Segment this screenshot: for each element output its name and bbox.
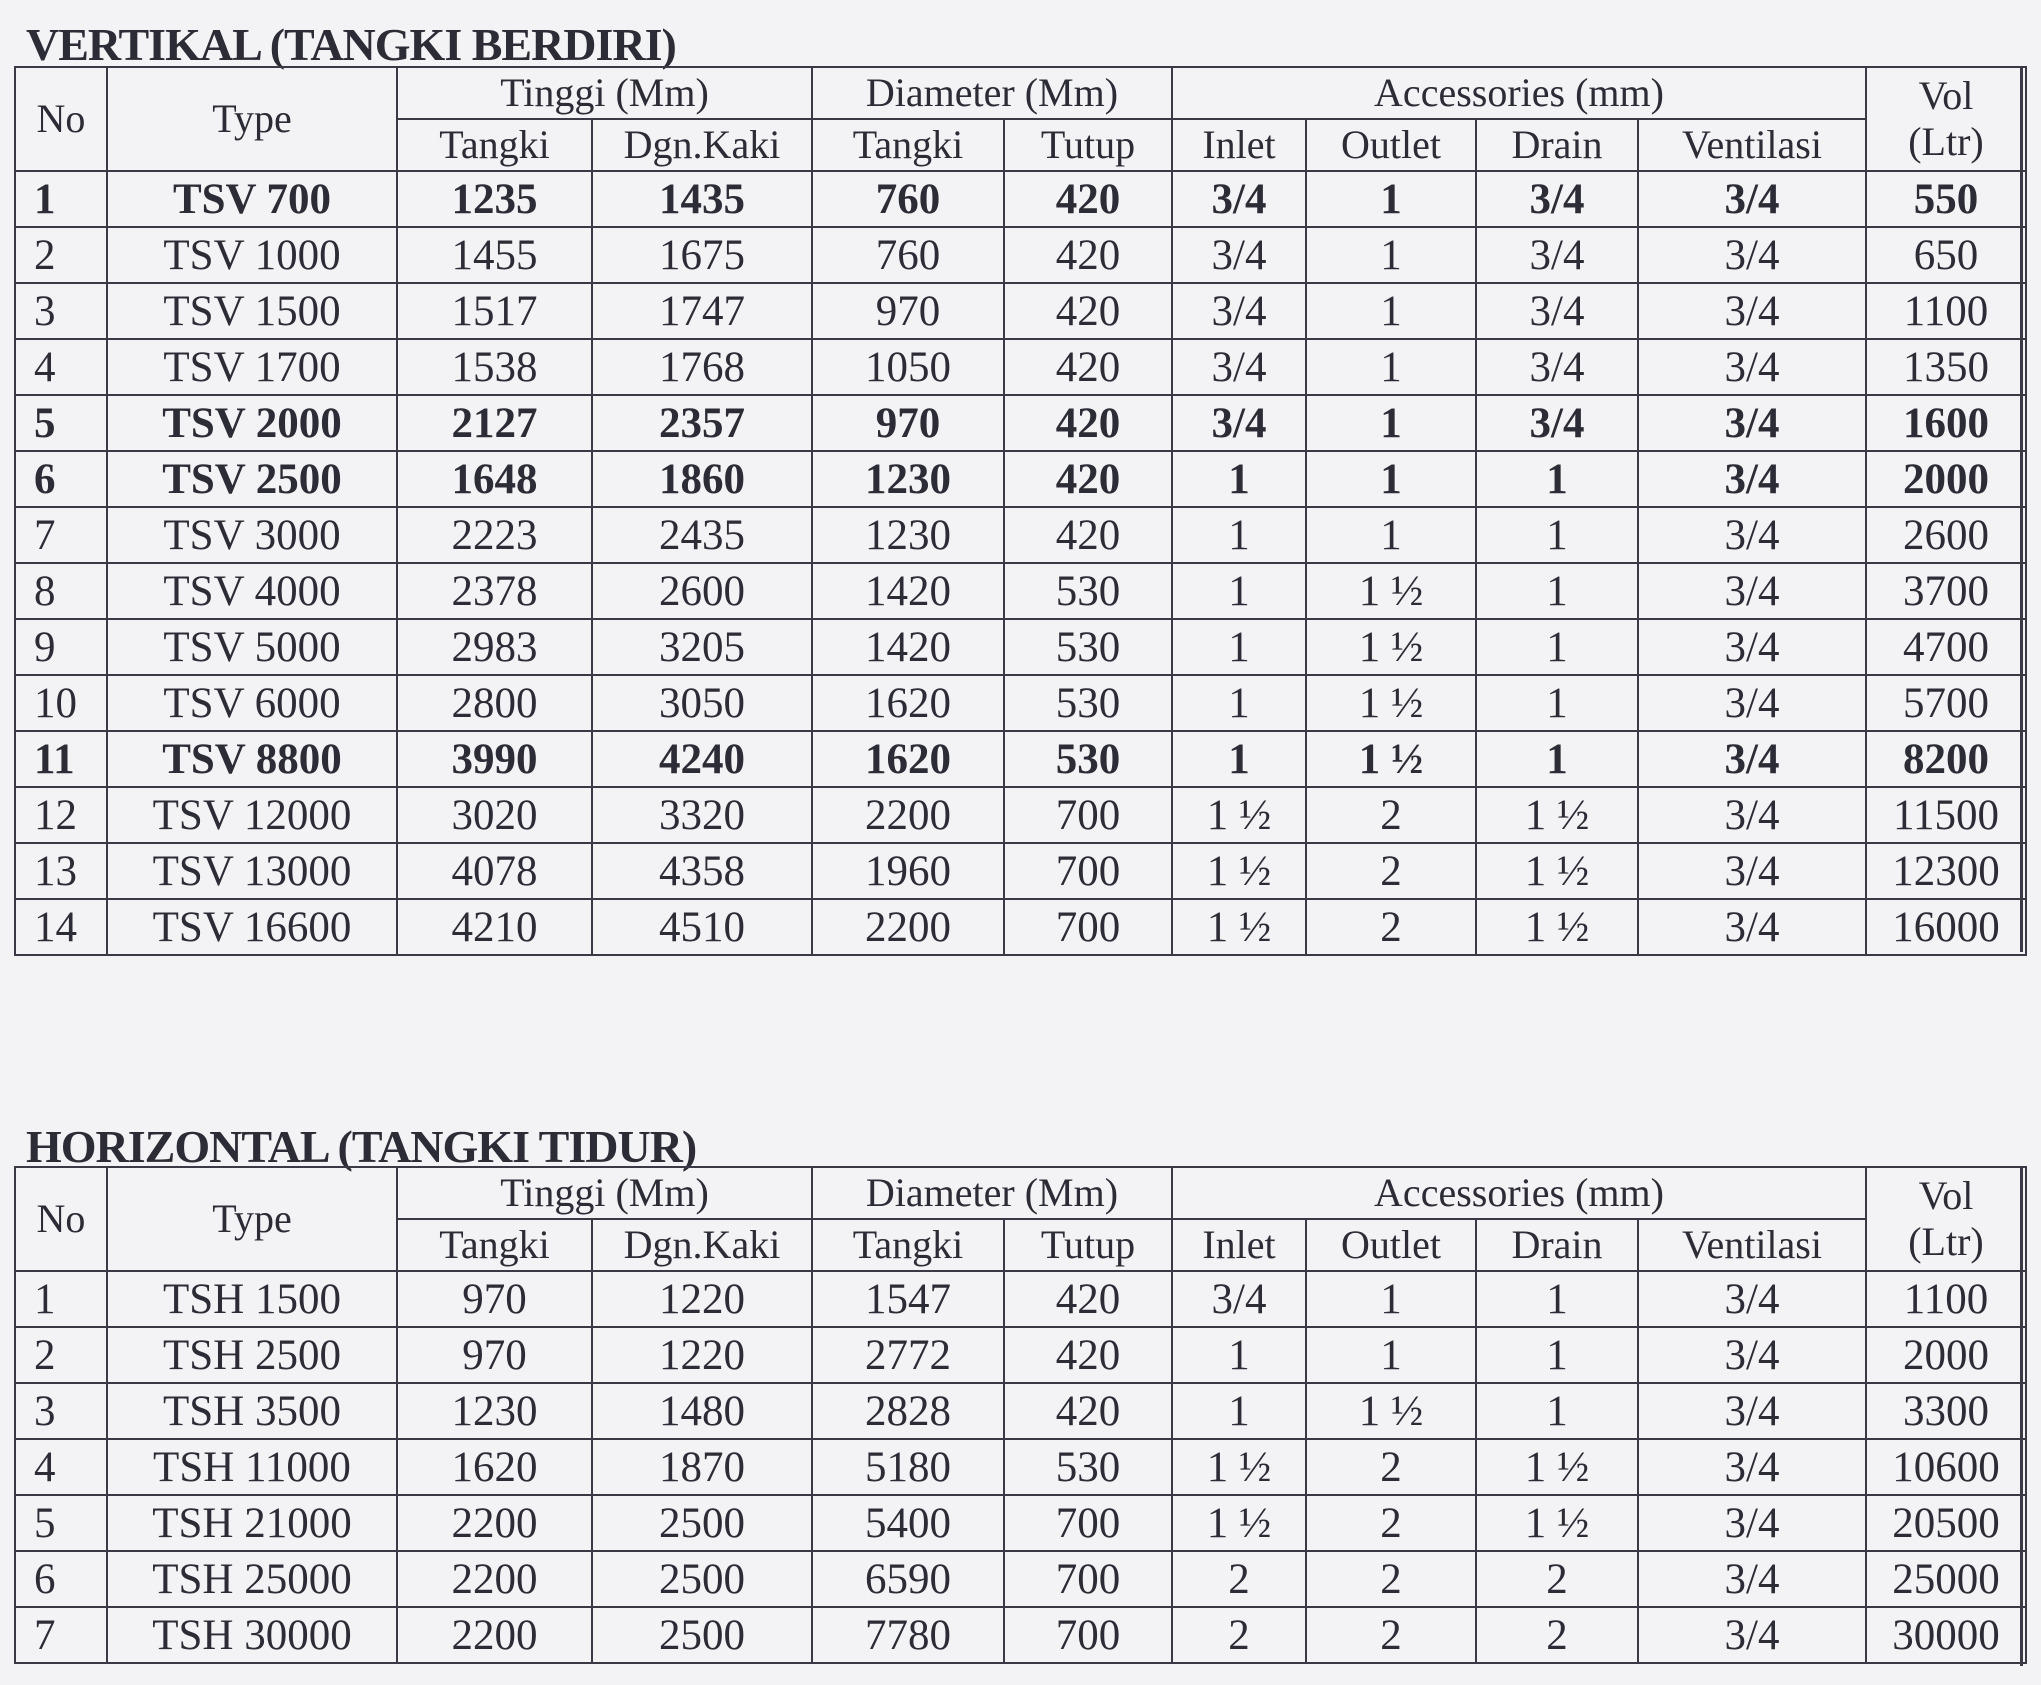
table-row <box>15 1327 2026 1383</box>
table-row <box>15 787 2026 843</box>
cell-diameter-tangki: 1050 <box>812 339 1004 395</box>
header-accessories: Accessories (mm) <box>1172 67 1866 119</box>
cell-diameter-tangki: 5180 <box>812 1439 1004 1495</box>
cell-tinggi-dgn-kaki: 1435 <box>592 171 812 227</box>
cell-no: 11 <box>15 731 107 787</box>
cell-ventilasi: 3/4 <box>1638 899 1866 955</box>
header-diameter: Diameter (Mm) <box>812 67 1172 119</box>
right-edge-divider <box>2020 66 2023 952</box>
cell-diameter-tutup: 420 <box>1004 1327 1172 1383</box>
cell-ventilasi: 3/4 <box>1638 339 1866 395</box>
cell-tinggi-tangki: 2223 <box>397 507 592 563</box>
cell-outlet: 2 <box>1306 1551 1476 1607</box>
cell-tinggi-dgn-kaki: 1480 <box>592 1383 812 1439</box>
cell-outlet: 1 <box>1306 1271 1476 1327</box>
header-tinggi-tangki: Tangki <box>397 119 592 171</box>
cell-type: TSV 3000 <box>107 507 397 563</box>
cell-diameter-tutup: 420 <box>1004 507 1172 563</box>
cell-outlet: 1 ½ <box>1306 675 1476 731</box>
cell-diameter-tutup: 530 <box>1004 731 1172 787</box>
table-row <box>15 227 2026 283</box>
cell-tinggi-dgn-kaki: 4510 <box>592 899 812 955</box>
cell-drain: 1 ½ <box>1476 787 1638 843</box>
cell-inlet: 1 ½ <box>1172 787 1306 843</box>
cell-type: TSV 700 <box>107 171 397 227</box>
cell-drain: 1 ½ <box>1476 899 1638 955</box>
cell-diameter-tutup: 700 <box>1004 787 1172 843</box>
header-vol-line1: Vol <box>1918 1173 1974 1218</box>
cell-tinggi-tangki: 1620 <box>397 1439 592 1495</box>
cell-no: 7 <box>15 507 107 563</box>
table-row <box>15 171 2026 227</box>
cell-ventilasi: 3/4 <box>1638 1439 1866 1495</box>
cell-drain: 1 <box>1476 563 1638 619</box>
table-row <box>15 1551 2026 1607</box>
cell-ventilasi: 3/4 <box>1638 1607 1866 1663</box>
cell-inlet: 1 <box>1172 619 1306 675</box>
table-row <box>15 843 2026 899</box>
cell-diameter-tutup: 700 <box>1004 843 1172 899</box>
vertical-tank-table <box>14 66 2027 956</box>
cell-drain: 1 <box>1476 1383 1638 1439</box>
table-row <box>15 1607 2026 1663</box>
cell-diameter-tutup: 530 <box>1004 563 1172 619</box>
cell-diameter-tutup: 420 <box>1004 283 1172 339</box>
table-row <box>15 731 2026 787</box>
cell-tinggi-tangki: 2127 <box>397 395 592 451</box>
header-tinggi: Tinggi (Mm) <box>397 67 812 119</box>
cell-diameter-tangki: 970 <box>812 395 1004 451</box>
table-row <box>15 339 2026 395</box>
cell-tinggi-tangki: 1235 <box>397 171 592 227</box>
cell-diameter-tutup: 530 <box>1004 1439 1172 1495</box>
header-vol-line2: (Ltr) <box>1908 119 1984 164</box>
cell-diameter-tutup: 700 <box>1004 1495 1172 1551</box>
cell-no: 13 <box>15 843 107 899</box>
vertical-table-body <box>15 171 2026 955</box>
cell-vol: 16000 <box>1866 899 2026 955</box>
cell-type: TSV 1700 <box>107 339 397 395</box>
cell-drain: 1 <box>1476 507 1638 563</box>
cell-outlet: 1 ½ <box>1306 619 1476 675</box>
header-tinggi-tangki: Tangki <box>397 1219 592 1271</box>
cell-tinggi-tangki: 1455 <box>397 227 592 283</box>
cell-outlet: 1 ½ <box>1306 563 1476 619</box>
cell-diameter-tangki: 760 <box>812 227 1004 283</box>
cell-type: TSV 2000 <box>107 395 397 451</box>
cell-type: TSV 1000 <box>107 227 397 283</box>
header-inlet: Inlet <box>1172 119 1306 171</box>
cell-outlet: 2 <box>1306 1607 1476 1663</box>
cell-inlet: 2 <box>1172 1551 1306 1607</box>
cell-drain: 1 <box>1476 731 1638 787</box>
header-no: No <box>15 67 107 171</box>
cell-vol: 2000 <box>1866 451 2026 507</box>
cell-no: 5 <box>15 1495 107 1551</box>
cell-inlet: 2 <box>1172 1607 1306 1663</box>
cell-ventilasi: 3/4 <box>1638 395 1866 451</box>
cell-vol: 650 <box>1866 227 2026 283</box>
cell-outlet: 2 <box>1306 899 1476 955</box>
cell-inlet: 1 ½ <box>1172 1439 1306 1495</box>
cell-no: 4 <box>15 1439 107 1495</box>
cell-outlet: 1 ½ <box>1306 731 1476 787</box>
cell-tinggi-dgn-kaki: 1675 <box>592 227 812 283</box>
cell-diameter-tutup: 700 <box>1004 1551 1172 1607</box>
cell-tinggi-tangki: 970 <box>397 1327 592 1383</box>
cell-diameter-tutup: 700 <box>1004 1607 1172 1663</box>
cell-no: 5 <box>15 395 107 451</box>
cell-tinggi-dgn-kaki: 1220 <box>592 1327 812 1383</box>
cell-no: 1 <box>15 171 107 227</box>
cell-drain: 1 ½ <box>1476 843 1638 899</box>
cell-drain: 3/4 <box>1476 227 1638 283</box>
table-row <box>15 451 2026 507</box>
cell-tinggi-dgn-kaki: 2500 <box>592 1551 812 1607</box>
table-row <box>15 507 2026 563</box>
cell-outlet: 1 <box>1306 171 1476 227</box>
cell-diameter-tangki: 1420 <box>812 563 1004 619</box>
cell-no: 8 <box>15 563 107 619</box>
cell-type: TSV 2500 <box>107 451 397 507</box>
cell-tinggi-dgn-kaki: 4358 <box>592 843 812 899</box>
cell-tinggi-tangki: 4078 <box>397 843 592 899</box>
cell-ventilasi: 3/4 <box>1638 675 1866 731</box>
cell-diameter-tangki: 1230 <box>812 507 1004 563</box>
cell-tinggi-dgn-kaki: 4240 <box>592 731 812 787</box>
header-type: Type <box>107 67 397 171</box>
cell-diameter-tangki: 2772 <box>812 1327 1004 1383</box>
cell-type: TSV 8800 <box>107 731 397 787</box>
cell-vol: 20500 <box>1866 1495 2026 1551</box>
header-tutup: Tutup <box>1004 1219 1172 1271</box>
cell-diameter-tangki: 7780 <box>812 1607 1004 1663</box>
header-inlet: Inlet <box>1172 1219 1306 1271</box>
cell-vol: 1100 <box>1866 283 2026 339</box>
cell-drain: 1 ½ <box>1476 1439 1638 1495</box>
cell-type: TSH 25000 <box>107 1551 397 1607</box>
table-row <box>15 619 2026 675</box>
cell-type: TSV 12000 <box>107 787 397 843</box>
cell-tinggi-tangki: 970 <box>397 1271 592 1327</box>
cell-ventilasi: 3/4 <box>1638 451 1866 507</box>
cell-vol: 8200 <box>1866 731 2026 787</box>
cell-vol: 11500 <box>1866 787 2026 843</box>
cell-type: TSV 6000 <box>107 675 397 731</box>
cell-outlet: 2 <box>1306 843 1476 899</box>
cell-ventilasi: 3/4 <box>1638 507 1866 563</box>
horizontal-section-title: HORIZONTAL (TANGKI TIDUR) <box>26 1121 697 1172</box>
cell-vol: 12300 <box>1866 843 2026 899</box>
cell-tinggi-tangki: 2200 <box>397 1551 592 1607</box>
header-ventilasi: Ventilasi <box>1638 119 1866 171</box>
cell-outlet: 1 <box>1306 507 1476 563</box>
cell-inlet: 1 <box>1172 451 1306 507</box>
cell-vol: 1100 <box>1866 1271 2026 1327</box>
cell-diameter-tangki: 1230 <box>812 451 1004 507</box>
cell-ventilasi: 3/4 <box>1638 1383 1866 1439</box>
cell-vol: 3300 <box>1866 1383 2026 1439</box>
header-drain: Drain <box>1476 119 1638 171</box>
header-vol-line1: Vol <box>1918 73 1974 118</box>
cell-type: TSH 2500 <box>107 1327 397 1383</box>
cell-ventilasi: 3/4 <box>1638 171 1866 227</box>
cell-vol: 2600 <box>1866 507 2026 563</box>
cell-diameter-tutup: 420 <box>1004 227 1172 283</box>
cell-tinggi-dgn-kaki: 1870 <box>592 1439 812 1495</box>
cell-diameter-tutup: 530 <box>1004 619 1172 675</box>
cell-drain: 1 <box>1476 675 1638 731</box>
cell-tinggi-tangki: 3990 <box>397 731 592 787</box>
cell-diameter-tangki: 1547 <box>812 1271 1004 1327</box>
header-type: Type <box>107 1167 397 1271</box>
horizontal-tank-table <box>14 1166 2027 1664</box>
cell-diameter-tutup: 420 <box>1004 339 1172 395</box>
header-tinggi: Tinggi (Mm) <box>397 1167 812 1219</box>
cell-vol: 25000 <box>1866 1551 2026 1607</box>
cell-tinggi-dgn-kaki: 3205 <box>592 619 812 675</box>
cell-diameter-tutup: 530 <box>1004 675 1172 731</box>
cell-inlet: 3/4 <box>1172 227 1306 283</box>
cell-outlet: 2 <box>1306 1439 1476 1495</box>
cell-inlet: 1 <box>1172 507 1306 563</box>
header-no: No <box>15 1167 107 1271</box>
cell-type: TSV 16600 <box>107 899 397 955</box>
cell-type: TSV 13000 <box>107 843 397 899</box>
cell-diameter-tangki: 1960 <box>812 843 1004 899</box>
cell-drain: 2 <box>1476 1607 1638 1663</box>
cell-vol: 3700 <box>1866 563 2026 619</box>
cell-outlet: 2 <box>1306 1495 1476 1551</box>
cell-tinggi-tangki: 2378 <box>397 563 592 619</box>
table-row <box>15 395 2026 451</box>
header-vol-line2: (Ltr) <box>1908 1219 1984 1264</box>
cell-type: TSV 5000 <box>107 619 397 675</box>
cell-tinggi-tangki: 2200 <box>397 1495 592 1551</box>
cell-outlet: 1 <box>1306 1327 1476 1383</box>
cell-vol: 4700 <box>1866 619 2026 675</box>
cell-vol: 1600 <box>1866 395 2026 451</box>
table-row <box>15 1271 2026 1327</box>
header-vol <box>1866 67 2026 171</box>
cell-diameter-tangki: 2200 <box>812 899 1004 955</box>
cell-outlet: 1 <box>1306 395 1476 451</box>
cell-inlet: 3/4 <box>1172 1271 1306 1327</box>
cell-ventilasi: 3/4 <box>1638 283 1866 339</box>
cell-inlet: 1 ½ <box>1172 899 1306 955</box>
header-dgn-kaki: Dgn.Kaki <box>592 1219 812 1271</box>
cell-diameter-tutup: 420 <box>1004 171 1172 227</box>
cell-diameter-tangki: 1620 <box>812 675 1004 731</box>
cell-type: TSH 1500 <box>107 1271 397 1327</box>
cell-diameter-tutup: 420 <box>1004 1383 1172 1439</box>
table-row <box>15 283 2026 339</box>
cell-tinggi-tangki: 3020 <box>397 787 592 843</box>
table-row <box>15 1439 2026 1495</box>
cell-tinggi-dgn-kaki: 2435 <box>592 507 812 563</box>
header-accessories: Accessories (mm) <box>1172 1167 1866 1219</box>
header-dgn-kaki: Dgn.Kaki <box>592 119 812 171</box>
cell-ventilasi: 3/4 <box>1638 731 1866 787</box>
cell-diameter-tangki: 1420 <box>812 619 1004 675</box>
cell-inlet: 1 <box>1172 563 1306 619</box>
cell-ventilasi: 3/4 <box>1638 619 1866 675</box>
cell-tinggi-tangki: 2800 <box>397 675 592 731</box>
cell-no: 10 <box>15 675 107 731</box>
cell-drain: 1 ½ <box>1476 1495 1638 1551</box>
cell-diameter-tutup: 420 <box>1004 451 1172 507</box>
cell-diameter-tangki: 2200 <box>812 787 1004 843</box>
cell-tinggi-dgn-kaki: 3320 <box>592 787 812 843</box>
cell-tinggi-dgn-kaki: 2500 <box>592 1607 812 1663</box>
cell-type: TSH 30000 <box>107 1607 397 1663</box>
cell-type: TSH 3500 <box>107 1383 397 1439</box>
cell-no: 14 <box>15 899 107 955</box>
cell-outlet: 1 <box>1306 283 1476 339</box>
cell-drain: 1 <box>1476 1271 1638 1327</box>
cell-diameter-tutup: 700 <box>1004 899 1172 955</box>
cell-no: 3 <box>15 1383 107 1439</box>
cell-tinggi-dgn-kaki: 1860 <box>592 451 812 507</box>
header-diameter-tangki: Tangki <box>812 1219 1004 1271</box>
cell-no: 6 <box>15 1551 107 1607</box>
cell-tinggi-dgn-kaki: 2500 <box>592 1495 812 1551</box>
cell-no: 3 <box>15 283 107 339</box>
cell-ventilasi: 3/4 <box>1638 563 1866 619</box>
cell-inlet: 3/4 <box>1172 171 1306 227</box>
cell-diameter-tangki: 6590 <box>812 1551 1004 1607</box>
vertical-section-title: VERTIKAL (TANGKI BERDIRI) <box>26 19 676 70</box>
cell-tinggi-dgn-kaki: 1768 <box>592 339 812 395</box>
table-row <box>15 1383 2026 1439</box>
cell-tinggi-tangki: 4210 <box>397 899 592 955</box>
cell-vol: 30000 <box>1866 1607 2026 1663</box>
cell-outlet: 2 <box>1306 787 1476 843</box>
table-row <box>15 675 2026 731</box>
cell-tinggi-dgn-kaki: 3050 <box>592 675 812 731</box>
cell-inlet: 1 <box>1172 675 1306 731</box>
header-drain: Drain <box>1476 1219 1638 1271</box>
header-ventilasi: Ventilasi <box>1638 1219 1866 1271</box>
cell-outlet: 1 <box>1306 339 1476 395</box>
cell-inlet: 1 <box>1172 731 1306 787</box>
cell-ventilasi: 3/4 <box>1638 843 1866 899</box>
cell-drain: 1 <box>1476 451 1638 507</box>
cell-no: 4 <box>15 339 107 395</box>
cell-diameter-tangki: 5400 <box>812 1495 1004 1551</box>
cell-diameter-tangki: 1620 <box>812 731 1004 787</box>
cell-outlet: 1 <box>1306 451 1476 507</box>
header-tutup: Tutup <box>1004 119 1172 171</box>
cell-drain: 1 <box>1476 619 1638 675</box>
cell-type: TSV 1500 <box>107 283 397 339</box>
cell-type: TSH 11000 <box>107 1439 397 1495</box>
cell-vol: 5700 <box>1866 675 2026 731</box>
cell-drain: 3/4 <box>1476 171 1638 227</box>
cell-no: 1 <box>15 1271 107 1327</box>
cell-inlet: 1 ½ <box>1172 1495 1306 1551</box>
cell-diameter-tutup: 420 <box>1004 395 1172 451</box>
cell-drain: 1 <box>1476 1327 1638 1383</box>
cell-outlet: 1 ½ <box>1306 1383 1476 1439</box>
cell-no: 7 <box>15 1607 107 1663</box>
cell-inlet: 1 <box>1172 1327 1306 1383</box>
cell-ventilasi: 3/4 <box>1638 787 1866 843</box>
cell-no: 9 <box>15 619 107 675</box>
cell-inlet: 1 <box>1172 1383 1306 1439</box>
cell-drain: 3/4 <box>1476 395 1638 451</box>
cell-tinggi-dgn-kaki: 1220 <box>592 1271 812 1327</box>
cell-vol: 10600 <box>1866 1439 2026 1495</box>
header-outlet: Outlet <box>1306 119 1476 171</box>
cell-drain: 3/4 <box>1476 283 1638 339</box>
cell-tinggi-tangki: 2983 <box>397 619 592 675</box>
cell-inlet: 3/4 <box>1172 339 1306 395</box>
cell-tinggi-dgn-kaki: 2600 <box>592 563 812 619</box>
cell-ventilasi: 3/4 <box>1638 1271 1866 1327</box>
cell-drain: 3/4 <box>1476 339 1638 395</box>
cell-no: 2 <box>15 1327 107 1383</box>
horizontal-table-body <box>15 1271 2026 1663</box>
cell-diameter-tangki: 2828 <box>812 1383 1004 1439</box>
cell-drain: 2 <box>1476 1551 1638 1607</box>
cell-inlet: 3/4 <box>1172 395 1306 451</box>
cell-ventilasi: 3/4 <box>1638 1495 1866 1551</box>
right-edge-divider <box>2020 1166 2023 1666</box>
cell-tinggi-tangki: 1517 <box>397 283 592 339</box>
cell-vol: 1350 <box>1866 339 2026 395</box>
cell-no: 12 <box>15 787 107 843</box>
cell-tinggi-tangki: 1648 <box>397 451 592 507</box>
cell-inlet: 1 ½ <box>1172 843 1306 899</box>
cell-tinggi-dgn-kaki: 2357 <box>592 395 812 451</box>
cell-vol: 550 <box>1866 171 2026 227</box>
cell-tinggi-tangki: 2200 <box>397 1607 592 1663</box>
cell-ventilasi: 3/4 <box>1638 1551 1866 1607</box>
header-outlet: Outlet <box>1306 1219 1476 1271</box>
cell-inlet: 3/4 <box>1172 283 1306 339</box>
cell-ventilasi: 3/4 <box>1638 227 1866 283</box>
header-diameter-tangki: Tangki <box>812 119 1004 171</box>
table-row <box>15 1495 2026 1551</box>
cell-diameter-tangki: 970 <box>812 283 1004 339</box>
table-row <box>15 899 2026 955</box>
cell-outlet: 1 <box>1306 227 1476 283</box>
cell-diameter-tangki: 760 <box>812 171 1004 227</box>
cell-diameter-tutup: 420 <box>1004 1271 1172 1327</box>
cell-ventilasi: 3/4 <box>1638 1327 1866 1383</box>
header-vol <box>1866 1167 2026 1271</box>
header-diameter: Diameter (Mm) <box>812 1167 1172 1219</box>
cell-no: 2 <box>15 227 107 283</box>
cell-tinggi-tangki: 1230 <box>397 1383 592 1439</box>
cell-no: 6 <box>15 451 107 507</box>
cell-type: TSH 21000 <box>107 1495 397 1551</box>
table-row <box>15 563 2026 619</box>
cell-vol: 2000 <box>1866 1327 2026 1383</box>
cell-tinggi-dgn-kaki: 1747 <box>592 283 812 339</box>
cell-tinggi-tangki: 1538 <box>397 339 592 395</box>
cell-type: TSV 4000 <box>107 563 397 619</box>
